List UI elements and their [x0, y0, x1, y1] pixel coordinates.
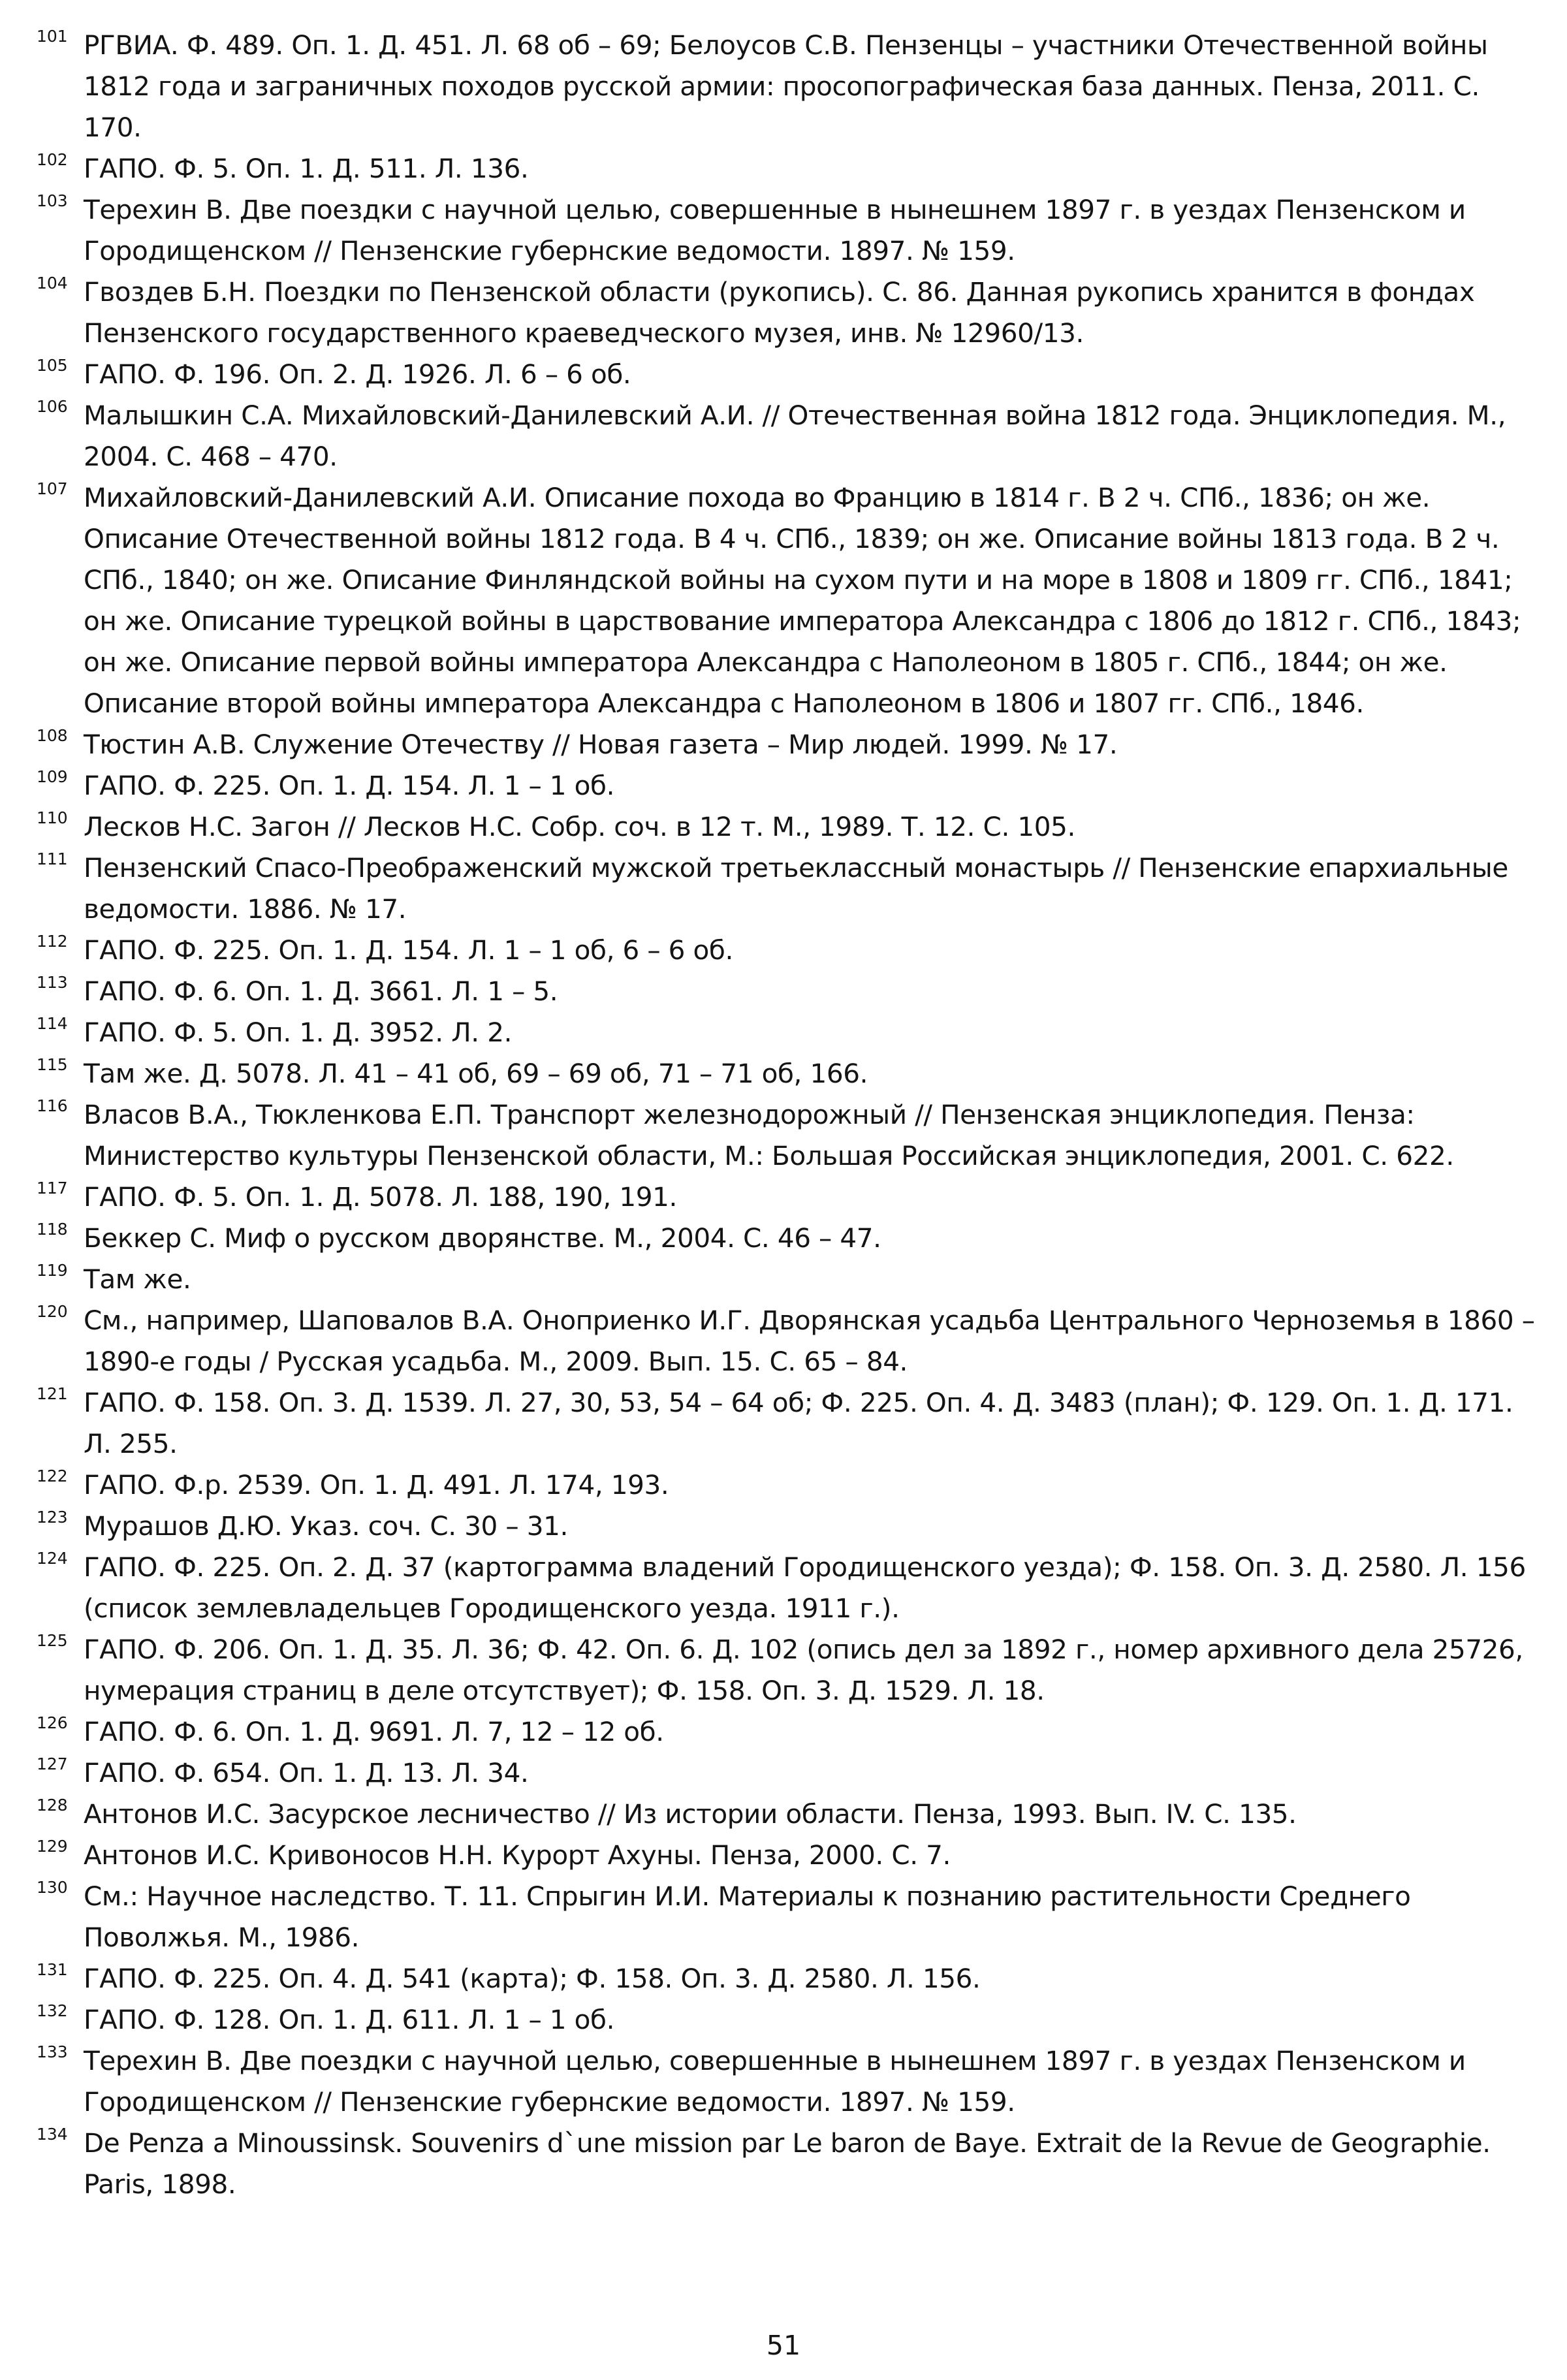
footnote-109: [37, 765, 1538, 806]
footnote-number: 118: [37, 1220, 68, 1239]
footnote-text: ГАПО. Ф. 225. Оп. 1. Д. 154. Л. 1 – 1 об, 6 – 6 об.: [84, 934, 733, 966]
footnote-number: 116: [37, 1096, 68, 1115]
footnote-105: [37, 354, 1538, 395]
footnote-number: 121: [37, 1384, 68, 1403]
footnote-text: ГАПО. Ф. 654. Оп. 1. Д. 13. Л. 34.: [84, 1757, 529, 1788]
footnote-text: Мурашов Д.Ю. Указ. соч. С. 30 – 31.: [84, 1510, 568, 1542]
footnote-108: [37, 724, 1538, 765]
footnote-text: ГАПО. Ф. 196. Оп. 2. Д. 1926. Л. 6 – 6 об.: [84, 358, 631, 390]
footnote-text: Гвоздев Б.Н. Поездки по Пензенской области (рукопись). С. 86. Данная рукопись хранится в фондах Пензенского государственного краеведческого музея, инв. № 12960/13.: [84, 276, 1475, 349]
footnote-text: Антонов И.С. Кривоносов Н.Н. Курорт Ахуны. Пенза, 2000. С. 7.: [84, 1839, 951, 1871]
footnote-110: [37, 806, 1538, 848]
footnote-text: ГАПО. Ф. 5. Оп. 1. Д. 511. Л. 136.: [84, 153, 529, 184]
footnote-118: [37, 1218, 1538, 1259]
footnote-number: 105: [37, 356, 68, 375]
footnote-134: [37, 2123, 1538, 2205]
footnote-120: [37, 1300, 1538, 1382]
footnote-text: ГАПО. Ф.р. 2539. Оп. 1. Д. 491. Л. 174, 193.: [84, 1469, 669, 1500]
footnote-number: 127: [37, 1754, 68, 1773]
footnote-number: 113: [37, 973, 68, 992]
footnote-text: ГАПО. Ф. 5. Оп. 1. Д. 5078. Л. 188, 190, 191.: [84, 1181, 677, 1213]
footnote-number: 115: [37, 1055, 68, 1074]
footnote-124: [37, 1547, 1538, 1629]
footnotes-list: [37, 25, 1538, 2205]
footnote-111: [37, 848, 1538, 930]
footnote-115: [37, 1053, 1538, 1094]
footnote-101: [37, 25, 1538, 148]
footnote-113: [37, 971, 1538, 1012]
footnote-number: 128: [37, 1796, 68, 1815]
footnote-number: 124: [37, 1549, 68, 1568]
footnote-116: [37, 1094, 1538, 1177]
footnote-number: 101: [37, 27, 68, 46]
footnote-text: ГАПО. Ф. 225. Оп. 4. Д. 541 (карта); Ф. 158. Оп. 3. Д. 2580. Л. 156.: [84, 1963, 981, 1994]
footnote-text: ГАПО. Ф. 225. Оп. 1. Д. 154. Л. 1 – 1 об.: [84, 770, 615, 801]
footnote-128: [37, 1794, 1538, 1835]
footnote-number: 122: [37, 1467, 68, 1485]
footnote-text: Терехин В. Две поездки с научной целью, совершенные в нынешнем 1897 г. в уездах Пензенском и Городищенском // Пензенские губернские ведомости. 1897. № 159.: [84, 194, 1466, 266]
footnote-text: Лесков Н.С. Загон // Лесков Н.С. Собр. соч. в 12 т. М., 1989. Т. 12. С. 105.: [84, 811, 1075, 842]
page-number: 51: [766, 2330, 801, 2361]
footnote-number: 129: [37, 1837, 68, 1856]
footnote-text: De Penza a Minoussinsk. Souvenirs d`une mission par Le baron de Baye. Extrait de la Revue de Geographie. Paris, 1898.: [84, 2127, 1491, 2200]
footnote-text: ГАПО. Ф. 225. Оп. 2. Д. 37 (картограмма владений Городищенского уезда); Ф. 158. Оп. 3. Д. 2580. Л. 156 (список землевладельцев Городищенского уезда. 1911 г.).: [84, 1551, 1526, 1624]
footnote-number: 112: [37, 932, 68, 951]
footnote-125: [37, 1629, 1538, 1711]
footnote-number: 109: [37, 767, 68, 786]
footnote-112: [37, 930, 1538, 971]
footnote-text: ГАПО. Ф. 158. Оп. 3. Д. 1539. Л. 27, 30, 53, 54 – 64 об; Ф. 225. Оп. 4. Д. 3483 (план); Ф. 129. Оп. 1. Д. 171. Л. 255.: [84, 1387, 1513, 1459]
footnote-127: [37, 1753, 1538, 1794]
footnote-132: [37, 1999, 1538, 2040]
footnote-text: Антонов И.С. Засурское лесничество // Из истории области. Пенза, 1993. Вып. IV. С. 135.: [84, 1798, 1297, 1830]
footnote-number: 103: [37, 191, 68, 210]
footnote-number: 123: [37, 1508, 68, 1527]
footnote-text: Терехин В. Две поездки с научной целью, совершенные в нынешнем 1897 г. в уездах Пензенском и Городищенском // Пензенские губернские ведомости. 1897. № 159.: [84, 2045, 1466, 2118]
footnote-number: 117: [37, 1179, 68, 1198]
footnote-number: 110: [37, 808, 68, 827]
footnote-102: [37, 148, 1538, 189]
footnote-114: [37, 1012, 1538, 1053]
footnote-129: [37, 1835, 1538, 1876]
footnote-text: Пензенский Спасо-Преображенский мужской третьеклассный монастырь // Пензенские епархиальные ведомости. 1886. № 17.: [84, 852, 1508, 925]
footnote-number: 104: [37, 274, 68, 293]
footnote-text: РГВИА. Ф. 489. Оп. 1. Д. 451. Л. 68 об – 69; Белоусов С.В. Пензенцы – участники Отечественной войны 1812 года и заграничных походов русской армии: просопографическая база данных. Пенза, 2011. С. 170.: [84, 29, 1488, 143]
footnote-number: 134: [37, 2125, 68, 2144]
footnote-104: [37, 272, 1538, 354]
footnote-text: См.: Научное наследство. Т. 11. Спрыгин И.И. Материалы к познанию растительности Среднего Поволжья. М., 1986.: [84, 1880, 1411, 1953]
footnote-103: [37, 189, 1538, 272]
footnote-text: ГАПО. Ф. 5. Оп. 1. Д. 3952. Л. 2.: [84, 1017, 513, 1048]
footnote-number: 111: [37, 849, 68, 868]
footnote-number: 102: [37, 150, 68, 169]
footnote-number: 125: [37, 1631, 68, 1650]
footnote-121: [37, 1382, 1538, 1465]
footnote-number: 126: [37, 1713, 68, 1732]
footnote-123: [37, 1506, 1538, 1547]
footnote-text: ГАПО. Ф. 128. Оп. 1. Д. 611. Л. 1 – 1 об.: [84, 2004, 615, 2035]
footnote-text: Малышкин С.А. Михайловский-Данилевский А.И. // Отечественная война 1812 года. Энциклопедия. М., 2004. С. 468 – 470.: [84, 400, 1506, 472]
footnote-text: Власов В.А., Тюкленкова Е.П. Транспорт железнодорожный // Пензенская энциклопедия. Пенза: Министерство культуры Пензенской области, М.: Большая Российская энциклопедия, 2001. С. 622.: [84, 1099, 1454, 1171]
footnote-130: [37, 1876, 1538, 1958]
footnote-133: [37, 2040, 1538, 2123]
footnote-text: Там же. Д. 5078. Л. 41 – 41 об, 69 – 69 об, 71 – 71 об, 166.: [84, 1058, 868, 1089]
footnote-number: 108: [37, 726, 68, 745]
footnote-text: Беккер С. Миф о русском дворянстве. М., 2004. С. 46 – 47.: [84, 1222, 881, 1254]
footnote-number: 133: [37, 2042, 68, 2061]
footnote-126: [37, 1711, 1538, 1753]
footnote-117: [37, 1177, 1538, 1218]
footnote-text: ГАПО. Ф. 6. Оп. 1. Д. 3661. Л. 1 – 5.: [84, 976, 558, 1007]
footnote-text: Там же.: [84, 1263, 191, 1295]
footnote-number: 131: [37, 1960, 68, 1979]
footnote-text: ГАПО. Ф. 206. Оп. 1. Д. 35. Л. 36; Ф. 42. Оп. 6. Д. 102 (опись дел за 1892 г., номер архивного дела 25726, нумерация страниц в деле отсутствует); Ф. 158. Оп. 3. Д. 1529. Л. 18.: [84, 1634, 1523, 1706]
footnote-122: [37, 1465, 1538, 1506]
footnote-number: 130: [37, 1878, 68, 1897]
footnote-number: 114: [37, 1014, 68, 1033]
footnote-text: Тюстин А.В. Служение Отечеству // Новая газета – Мир людей. 1999. № 17.: [84, 729, 1118, 760]
footnote-number: 106: [37, 397, 68, 416]
footnote-106: [37, 395, 1538, 477]
footnote-number: 120: [37, 1302, 68, 1321]
footnote-number: 107: [37, 479, 68, 498]
footnote-text: Михайловский-Данилевский А.И. Описание похода во Францию в 1814 г. В 2 ч. СПб., 1836; он же. Описание Отечественной войны 1812 года. В 4 ч. СПб., 1839; он же. Описание войны 1813 года. В 2 ч. СПб., 1840; он же. Описание Финляндской войны на сухом пути и на море в 1808 и 1809 гг. СПб., 1841; он же. Описание турецкой войны в царствование императора Александра с 1806 до 1812 г. СПб., 1843; он же. Описание первой войны императора Александра с Наполеоном в 1805 г. СПб., 1844; он же. Описание второй войны императора Александра с Наполеоном в 1806 и 1807 гг. СПб., 1846.: [84, 482, 1521, 719]
footnote-text: См., например, Шаповалов В.А. Оноприенко И.Г. Дворянская усадьба Центрального Черноземья в 1860 – 1890-е годы / Русская усадьба. М., 2009. Вып. 15. С. 65 – 84.: [84, 1305, 1535, 1377]
footnote-131: [37, 1958, 1538, 1999]
footnote-number: 132: [37, 2001, 68, 2020]
footnote-number: 119: [37, 1261, 68, 1280]
footnote-107: [37, 477, 1538, 724]
footnote-text: ГАПО. Ф. 6. Оп. 1. Д. 9691. Л. 7, 12 – 12 об.: [84, 1716, 664, 1747]
footnote-119: [37, 1259, 1538, 1300]
